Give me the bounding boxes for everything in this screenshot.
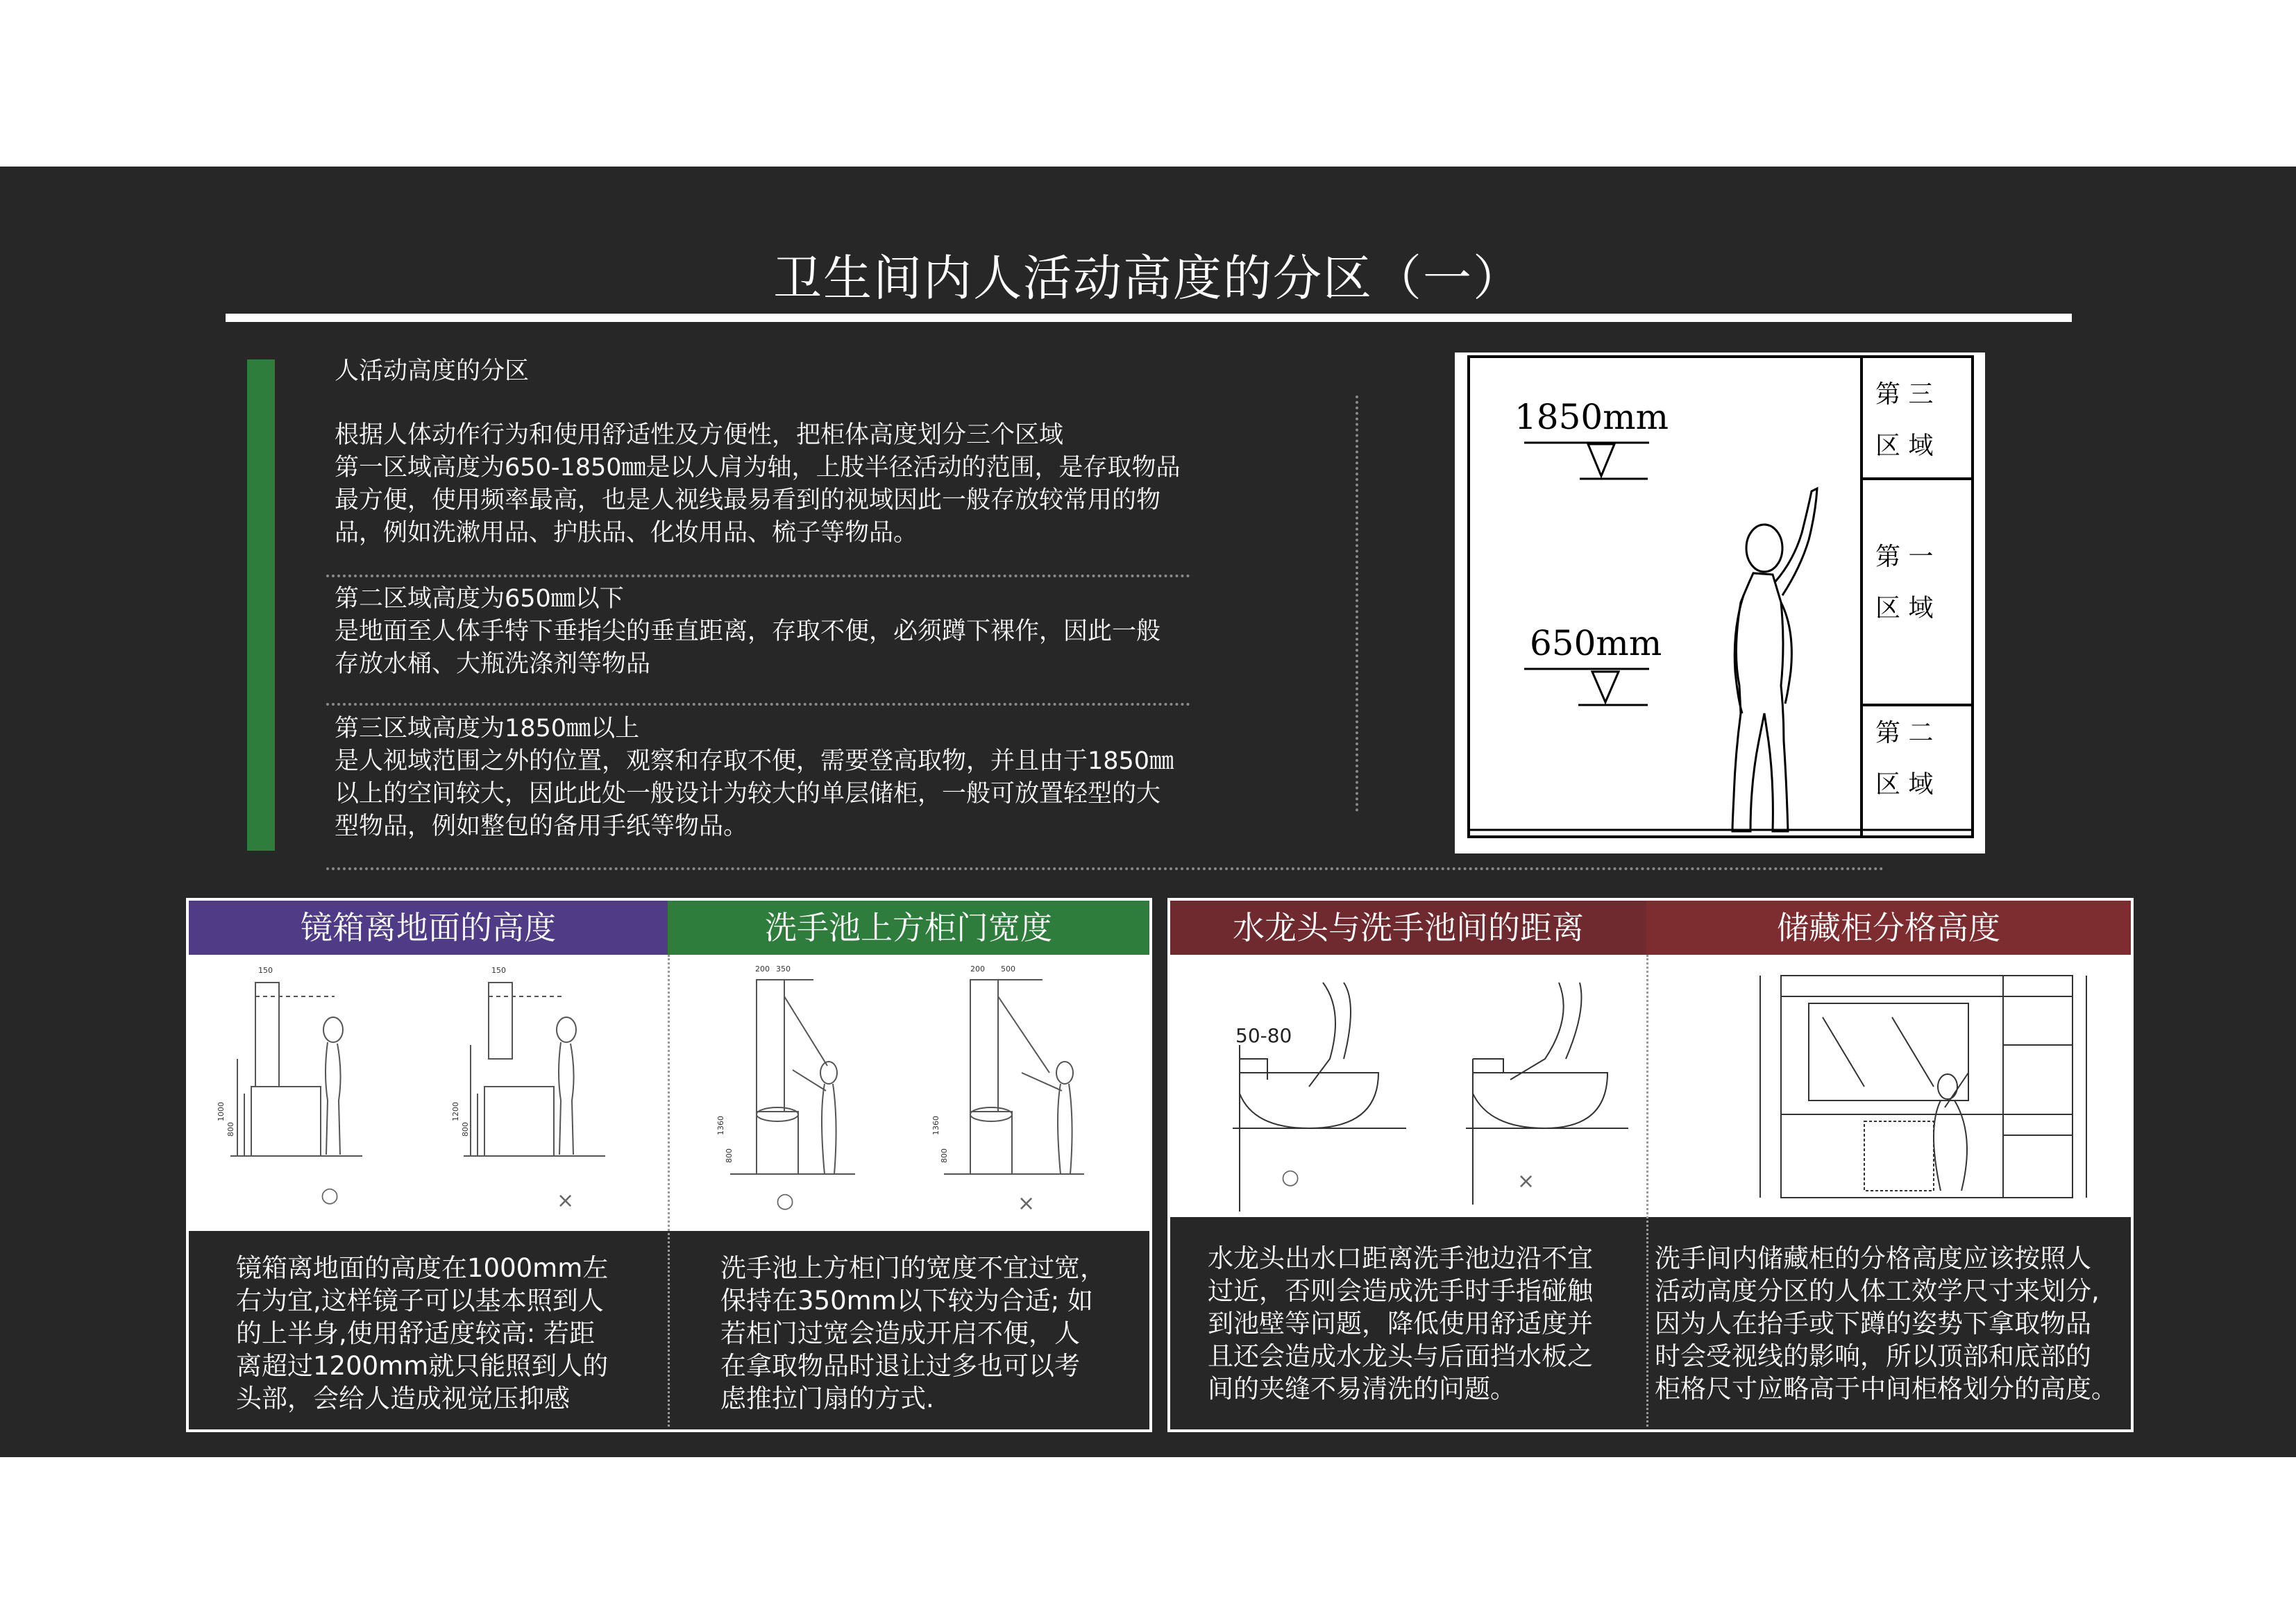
label-650mm: 650mm bbox=[1530, 623, 1662, 663]
zone3-label-line2: 区 域 bbox=[1875, 432, 1934, 460]
divider bbox=[326, 575, 1190, 577]
dim-label: 800 bbox=[725, 1148, 734, 1163]
dim-label: 200 bbox=[970, 965, 985, 974]
dim-label: 1360 bbox=[716, 1116, 725, 1135]
panel-divider bbox=[668, 955, 670, 1427]
bad-mark: × bbox=[557, 1189, 575, 1213]
zone1-label-line1: 第 一 bbox=[1875, 543, 1934, 571]
basin-door-width-header: 洗手池上方柜门宽度 bbox=[668, 901, 1149, 955]
dim-label: 1360 bbox=[931, 1116, 940, 1135]
zone2-label-line1: 第 二 bbox=[1875, 719, 1934, 747]
dim-label: 150 bbox=[491, 966, 506, 975]
dim-label: 150 bbox=[258, 966, 273, 975]
zone1-label-line2: 区 域 bbox=[1875, 594, 1934, 622]
bad-mark: × bbox=[1018, 1191, 1036, 1216]
divider bbox=[326, 703, 1190, 706]
standing-figure bbox=[1732, 488, 1817, 831]
dim-label: 800 bbox=[461, 1122, 470, 1137]
height-zone-diagram bbox=[1455, 352, 1985, 853]
label-1850mm: 1850mm bbox=[1514, 397, 1669, 437]
mirror-height-description: 镜箱离地面的高度在1000mm左 右为宜,这样镜子可以基本照到人 的上半身,使用舒适度较高: 若距 离超过1200mm就只能照到人的 头部，会给人造成视觉压抑感 bbox=[236, 1253, 609, 1413]
accent-bar bbox=[247, 359, 275, 851]
intro-paragraph-zone2: 第二区域高度为650㎜以下 是地面至人体手特下垂指尖的垂直距离，存取不便，必须蹲下裸作，因此一般 存放水桶、大瓶洗涤剂等物品 bbox=[335, 585, 1161, 678]
right-panel-illustrations bbox=[1170, 955, 2131, 1217]
dim-label: 1200 bbox=[451, 1102, 460, 1121]
intro-heading: 人活动高度的分区 bbox=[335, 357, 530, 385]
dim-label: 800 bbox=[226, 1122, 235, 1137]
mirror-height-header: 镜箱离地面的高度 bbox=[189, 901, 668, 955]
panel-divider bbox=[1646, 955, 1648, 1427]
dim-label: 1000 bbox=[217, 1102, 226, 1121]
dim-label: 800 bbox=[940, 1148, 949, 1163]
storage-height-header: 储藏柜分格高度 bbox=[1646, 901, 2131, 955]
left-panel bbox=[186, 898, 1152, 1432]
good-mark: ○ bbox=[776, 1189, 795, 1213]
bad-mark: × bbox=[1517, 1169, 1535, 1193]
right-panel bbox=[1167, 898, 2134, 1432]
zone3-label-line1: 第 三 bbox=[1875, 380, 1934, 409]
dim-label: 350 bbox=[776, 965, 791, 974]
faucet-dim-label: 50-80 bbox=[1235, 1024, 1292, 1047]
faucet-distance-header: 水龙头与洗手池间的距离 bbox=[1170, 901, 1646, 955]
dim-label: 200 bbox=[755, 965, 770, 974]
good-mark: ○ bbox=[321, 1183, 339, 1207]
dim-label: 500 bbox=[1001, 965, 1015, 974]
right-panel-drawings bbox=[1170, 955, 2131, 1217]
vertical-divider bbox=[1356, 396, 1358, 812]
intro-paragraph-zone3: 第三区域高度为1850㎜以上 是人视域范围之外的位置，观察和存取不便，需要登高取物，并且由于1850㎜ 以上的空间较大，因此此处一般设计为较大的单层储柜，一般可放置轻型的大 型物品，例如整包的备用手纸等物品。 bbox=[335, 715, 1174, 840]
page-title: 卫生间内人活动高度的分区（一） bbox=[773, 250, 1523, 307]
height-zone-drawing bbox=[1455, 352, 1985, 853]
zone2-label-line2: 区 域 bbox=[1875, 770, 1934, 799]
basin-door-width-description: 洗手池上方柜门的宽度不宜过宽， 保持在350mm以下较为合适; 如 若柜门过宽会造成开启不便，人 在拿取物品时退让过多也可以考 虑推拉门扇的方式. bbox=[720, 1253, 1106, 1413]
section-divider bbox=[326, 867, 1884, 870]
storage-height-description: 洗手间内储藏柜的分格高度应该按照人 活动高度分区的人体工效学尺寸来划分, 因为人在抬手或下蹲的姿势下拿取物品 时会受视线的影响，所以顶部和底部的 柜格尺寸应略高于中间柜格划分的高度。 bbox=[1655, 1243, 2117, 1404]
faucet-distance-description: 水龙头出水口距离洗手池边沿不宜 过近，否则会造成洗手时手指碰触 到池壁等问题，降低使用舒适度并 且还会造成水龙头与后面挡水板之 间的夹缝不易清洗的问题。 bbox=[1208, 1243, 1593, 1404]
intro-paragraph-zone1: 根据人体动作行为和使用舒适性及方便性，把柜体高度划分三个区域 第一区域高度为650-1850㎜是以人肩为轴，上肢半径活动的范围，是存取物品 最方便，使用频率最高，也是人视线最易看到的视域因此一般存放较常用的物 品，例如洗漱用品、护肤品、化妆用品、梳子等物品。 bbox=[335, 421, 1181, 547]
good-mark: ○ bbox=[1281, 1165, 1300, 1189]
title-underline bbox=[226, 314, 2072, 322]
